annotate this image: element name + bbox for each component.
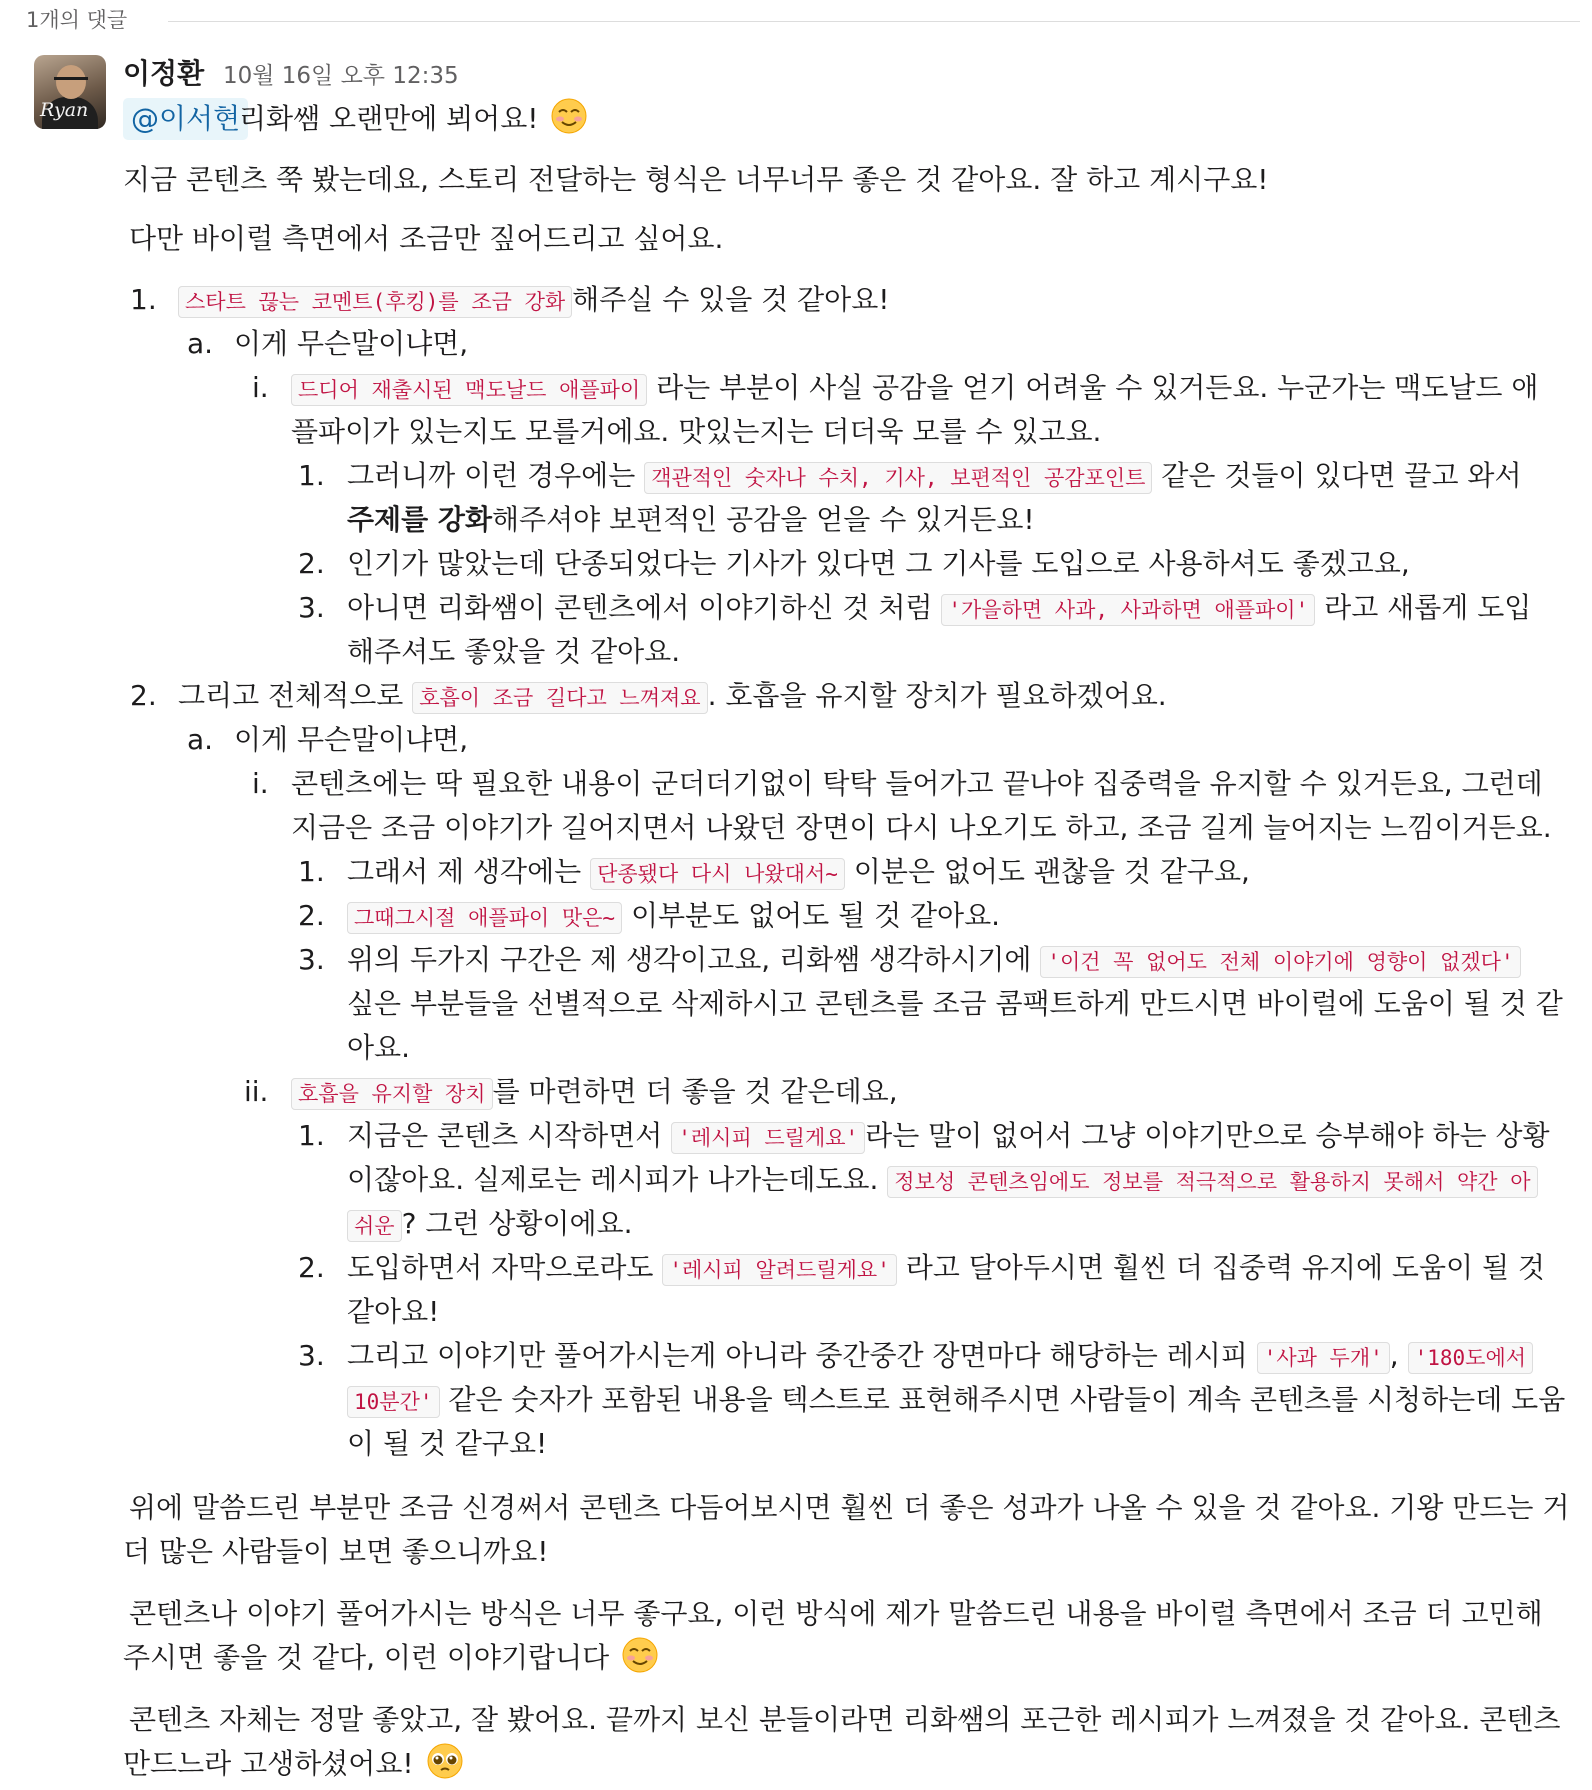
list-item-2a-i-3-line2: 싶은 부분들을 선별적으로 삭제하시고 콘텐츠를 조금 콤팩트하게 만드시면 바이럴에 도움이 될 것 같 xyxy=(347,987,1563,1020)
inline-code: 10분간' xyxy=(347,1386,440,1418)
inline-code: '사과 두개' xyxy=(1257,1342,1390,1374)
list-item-2a-ii-1-line3 xyxy=(347,1203,632,1247)
inline-code: '레시피 드릴게요' xyxy=(671,1122,865,1154)
paragraph-text: 만드느라 고생하셨어요! xyxy=(123,1747,423,1780)
paragraph-text: 주시면 좋을 것 같다, 이런 이야기랍니다 xyxy=(123,1641,619,1674)
list-number: 2. xyxy=(298,1251,325,1284)
list-roman: ii. xyxy=(244,1075,269,1108)
list-item-text: 지금은 콘텐츠 시작하면서 xyxy=(347,1119,672,1152)
list-item-2a-ii xyxy=(291,1071,898,1115)
inline-code: 쉬운 xyxy=(347,1210,402,1242)
list-item-1a-i-line2: 플파이가 있는지도 모를거에요. 맛있는지는 더더욱 모를 수 있고요. xyxy=(291,415,1102,448)
paragraph-1: 지금 콘텐츠 쭉 봤는데요, 스토리 전달하는 형식은 너무너무 좋은 것 같아요. 잘 하고 계시구요! xyxy=(123,163,1269,196)
paragraph-4-line2 xyxy=(123,1637,658,1679)
paragraph-3-line2: 더 많은 사람들이 보면 좋으니까요! xyxy=(123,1535,549,1568)
list-item-text: 해주셔야 보편적인 공감을 얻을 수 있거든요! xyxy=(492,503,1035,536)
list-item-text: 위의 두가지 구간은 제 생각이고요, 리화쌤 생각하시기에 xyxy=(347,943,1041,976)
inline-code: 호흡을 유지할 장치 xyxy=(291,1078,493,1110)
inline-code: 스타트 끊는 코멘트(후킹)를 조금 강화 xyxy=(178,286,572,318)
list-item-2a-ii-1-line1 xyxy=(347,1115,1550,1159)
list-item-1a-i-line1 xyxy=(291,367,1538,411)
greeting-text: 리화쌤 오랜만에 뵈어요! xyxy=(239,102,548,135)
list-item-text: 그리고 전체적으로 xyxy=(178,679,413,712)
list-item-2a-ii-3-line2 xyxy=(347,1379,1565,1423)
inline-code: 드디어 재출시된 맥도날드 애플파이 xyxy=(291,374,647,406)
list-item-text: , xyxy=(1389,1339,1408,1372)
paragraph-2: 다만 바이럴 측면에서 조금만 짚어드리고 싶어요. xyxy=(129,222,724,255)
list-item-2 xyxy=(178,675,1167,719)
list-item-1a-i-1-line2 xyxy=(347,499,1035,541)
inline-code: 단종됐다 다시 나왔대서~ xyxy=(590,858,845,890)
list-number: 1. xyxy=(298,1119,325,1152)
list-item-text: ? 그런 상황이에요. xyxy=(401,1207,633,1240)
list-item-text: 해주실 수 있을 것 같아요! xyxy=(572,283,890,316)
list-number: 3. xyxy=(298,1339,325,1372)
paragraph-5-line2 xyxy=(123,1743,463,1785)
list-number: 1. xyxy=(130,283,157,316)
list-item-text: 도입하면서 자막으로라도 xyxy=(347,1251,663,1284)
avatar[interactable] xyxy=(34,55,106,129)
list-item-1a-i-3-line1 xyxy=(347,587,1531,631)
replies-divider xyxy=(0,0,1592,40)
list-item-2a-i-3-line3: 아요. xyxy=(347,1031,410,1064)
inline-code: 객관적인 숫자나 수치, 기사, 보편적인 공감포인트 xyxy=(644,462,1152,494)
list-item-2a-i-line2: 지금은 조금 이야기가 길어지면서 나왔던 장면이 다시 나오기도 하고, 조금 길게 늘어지는 느낌이거든요. xyxy=(291,811,1552,844)
list-item-2a-ii-3-line3: 이 될 것 같구요! xyxy=(347,1427,548,1460)
list-item-text: 그래서 제 생각에는 xyxy=(347,855,591,888)
inline-code: '레시피 알려드릴게요' xyxy=(662,1254,897,1286)
list-item-2a-i-1 xyxy=(347,851,1250,895)
list-item-text: 그러니까 이런 경우에는 xyxy=(347,459,645,492)
list-item-2a-ii-3-line1 xyxy=(347,1335,1533,1379)
user-mention[interactable]: @이서현 xyxy=(123,98,248,140)
list-item-text: 그리고 이야기만 풀어가시는게 아니라 중간중간 장면마다 해당하는 레시피 xyxy=(347,1339,1257,1372)
list-item-text: 아니면 리화쌤이 콘텐츠에서 이야기하신 것 처럼 xyxy=(347,591,942,624)
list-item-2a-ii-1-line2 xyxy=(347,1159,1538,1203)
list-number: 2. xyxy=(130,679,157,712)
smiling-face-icon[interactable] xyxy=(622,1637,658,1673)
list-item-2a-i-3-line1 xyxy=(347,939,1521,983)
list-item-2a: 이게 무슨말이냐면, xyxy=(234,723,469,756)
list-item-text: 라는 부분이 사실 공감을 얻기 어려울 수 있거든요. 누군가는 맥도날드 애 xyxy=(647,371,1539,404)
list-item-2a-i-2 xyxy=(347,895,1000,939)
greeting-line xyxy=(239,98,587,140)
list-roman: i. xyxy=(252,767,269,800)
inline-code: '이건 꼭 없어도 전체 이야기에 영향이 없겠다' xyxy=(1040,946,1520,978)
list-item-text: 이부분도 없어도 될 것 같아요. xyxy=(622,899,1001,932)
list-item-text: . 호흡을 유지할 장치가 필요하겠어요. xyxy=(707,679,1167,712)
list-item-1a-i-1-line1 xyxy=(347,455,1522,499)
list-item-text: 같은 숫자가 포함된 내용을 텍스트로 표현해주시면 사람들이 계속 콘텐츠를 시청하는데 도움 xyxy=(439,1383,1566,1416)
list-letter: a. xyxy=(187,723,214,756)
message-timestamp[interactable]: 10월 16일 오후 12:35 xyxy=(223,63,459,89)
list-item-2a-i-line1: 콘텐츠에는 딱 필요한 내용이 군더더기없이 탁탁 들어가고 끝나야 집중력을 유지할 수 있거든요, 그런데 xyxy=(291,767,1543,800)
list-item-1 xyxy=(178,279,889,323)
divider-line xyxy=(168,21,1580,22)
list-number: 3. xyxy=(298,943,325,976)
list-item-text: 를 마련하면 더 좋을 것 같은데요, xyxy=(492,1075,898,1108)
list-item-text: 라는 말이 없어서 그냥 이야기만으로 승부해야 하는 상황 xyxy=(865,1119,1550,1152)
paragraph-5-line1: 콘텐츠 자체는 정말 좋았고, 잘 봤어요. 끝까지 보신 분들이라면 리화쌤의 포근한 레시피가 느껴졌을 것 같아요. 콘텐츠 xyxy=(129,1703,1561,1736)
inline-code: '180도에서 xyxy=(1408,1342,1533,1374)
inline-code: 정보성 콘텐츠임에도 정보를 적극적으로 활용하지 못해서 약간 아 xyxy=(887,1166,1537,1198)
pleading-face-icon[interactable] xyxy=(427,1743,463,1779)
inline-code: 그때그시절 애플파이 맛은~ xyxy=(347,902,622,934)
bold-text: 주제를 강화 xyxy=(347,503,492,536)
list-item-1a-i-3-line2: 해주셔도 좋았을 것 같아요. xyxy=(347,635,681,668)
list-number: 1. xyxy=(298,459,325,492)
paragraph-4-line1: 콘텐츠나 이야기 풀어가시는 방식은 너무 좋구요, 이런 방식에 제가 말씀드린 내용을 바이럴 측면에서 조금 더 고민해 xyxy=(129,1597,1543,1630)
list-roman: i. xyxy=(252,371,269,404)
inline-code: '가을하면 사과, 사과하면 애플파이' xyxy=(941,594,1315,626)
avatar-signature: Ryan xyxy=(40,99,89,121)
list-item-text: 같은 것들이 있다면 끌고 와서 xyxy=(1152,459,1522,492)
list-number: 2. xyxy=(298,899,325,932)
avatar-glasses-shape xyxy=(54,77,88,88)
list-item-1a: 이게 무슨말이냐면, xyxy=(234,327,469,360)
paragraph-3-line1: 위에 말씀드린 부분만 조금 신경써서 콘텐츠 다듬어보시면 훨씬 더 좋은 성과가 나올 수 있을 것 같아요. 기왕 만드는 거 xyxy=(129,1491,1570,1524)
author-name[interactable]: 이정환 xyxy=(123,57,205,90)
list-letter: a. xyxy=(187,327,214,360)
list-item-1a-i-2: 인기가 많았는데 단종되었다는 기사가 있다면 그 기사를 도입으로 사용하셔도 좋겠고요, xyxy=(347,547,1410,580)
list-item-text: 라고 달아두시면 훨씬 더 집중력 유지에 도움이 될 것 xyxy=(896,1251,1545,1284)
inline-code: 호흡이 조금 길다고 느껴져요 xyxy=(412,682,707,714)
list-item-2a-ii-2-line2: 같아요! xyxy=(347,1295,440,1328)
list-item-text: 이분은 없어도 괜찮을 것 같구요, xyxy=(844,855,1250,888)
list-item-2a-ii-2-line1 xyxy=(347,1247,1545,1291)
list-item-text: 라고 새롭게 도입 xyxy=(1315,591,1532,624)
list-item-text: 이잖아요. 실제로는 레시피가 나가는데도요. xyxy=(347,1163,888,1196)
list-number: 3. xyxy=(298,591,325,624)
list-number: 1. xyxy=(298,855,325,888)
list-number: 2. xyxy=(298,547,325,580)
smiling-face-icon[interactable] xyxy=(551,98,587,134)
reply-count-label: 1개의 댓글 xyxy=(26,8,128,32)
